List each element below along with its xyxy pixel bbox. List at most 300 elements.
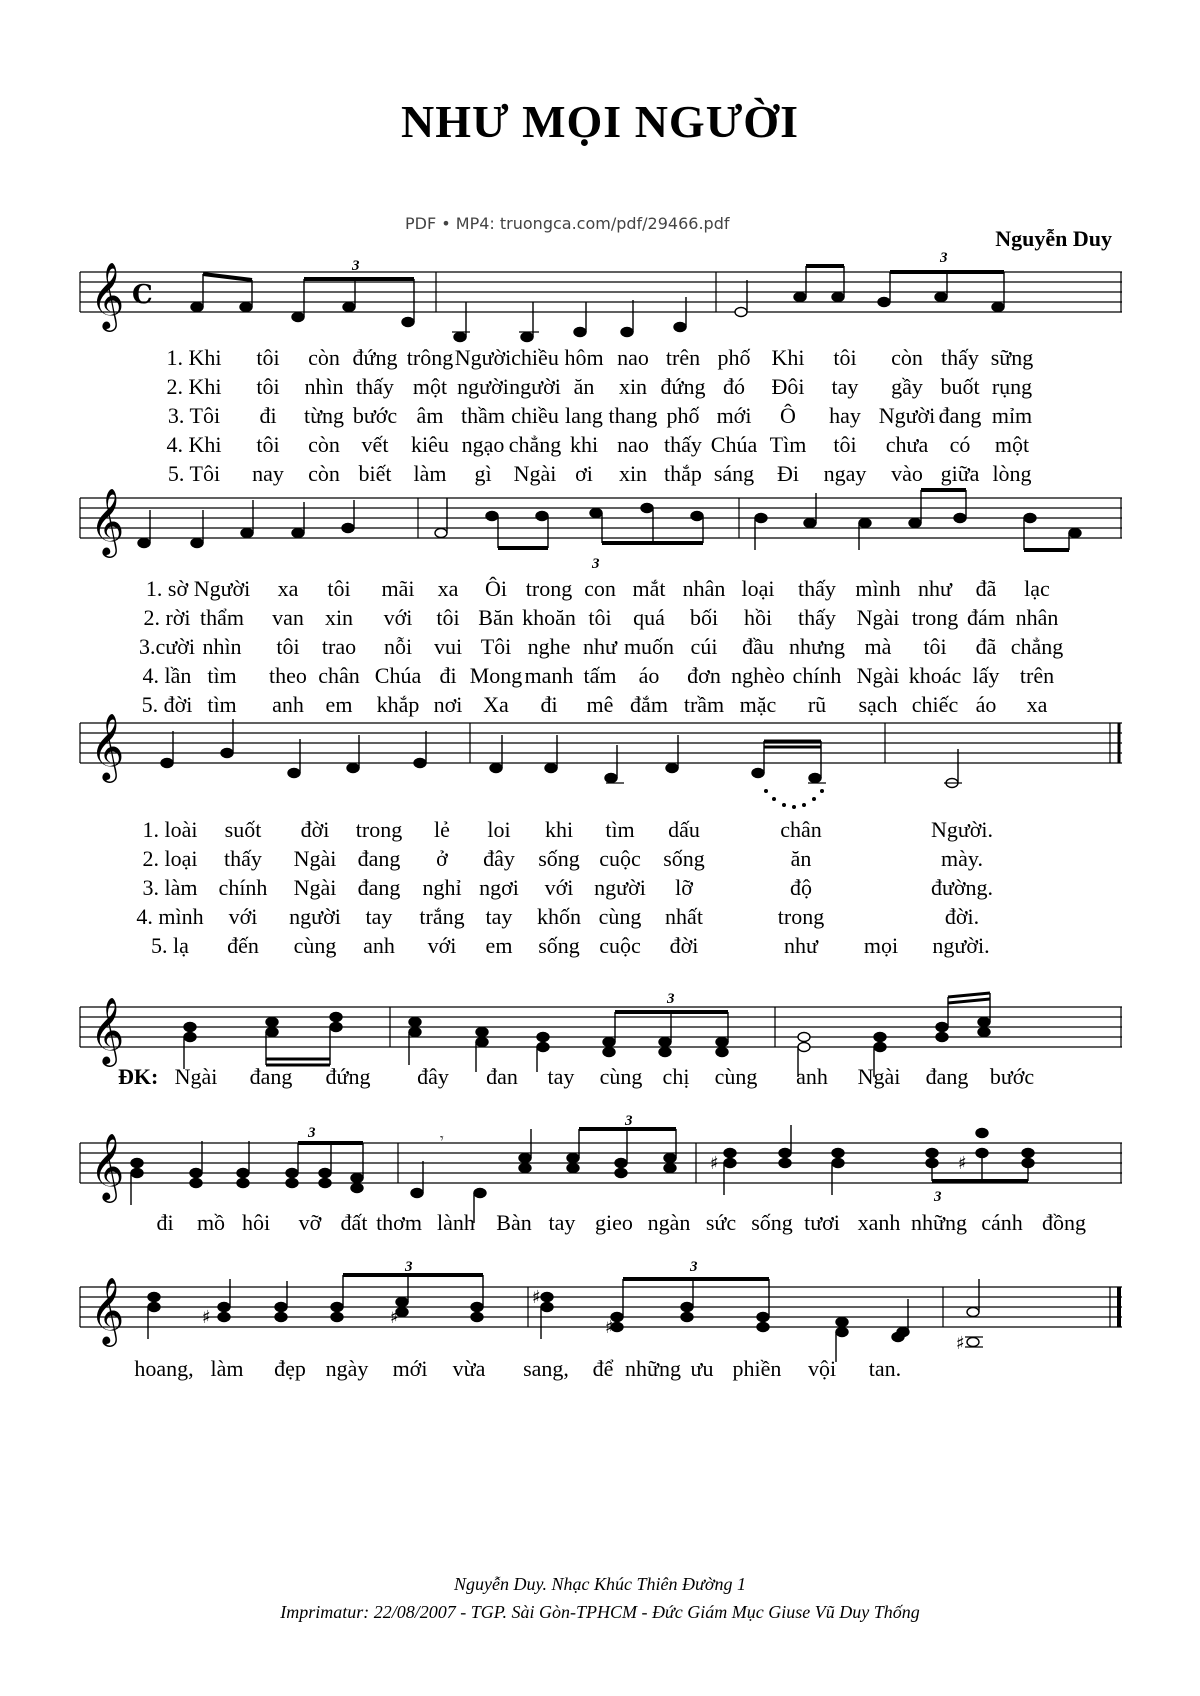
lyric-word: chẳng bbox=[508, 432, 562, 457]
lyric-line bbox=[0, 374, 1200, 400]
lyric-word: tôi bbox=[588, 605, 612, 630]
lyric-word: đời. bbox=[944, 904, 980, 929]
staff-2-notation bbox=[80, 488, 1122, 588]
lyric-word: nghe bbox=[527, 634, 571, 659]
staff-system-3 bbox=[80, 713, 1122, 813]
lyric-word: tôi bbox=[256, 432, 280, 457]
lyric-word: nỗi bbox=[383, 634, 413, 659]
lyric-word: Mong bbox=[469, 663, 523, 688]
lyric-word: chân bbox=[780, 817, 822, 842]
lyric-word: thắp bbox=[664, 461, 702, 486]
lyric-word: Đôi bbox=[771, 374, 805, 399]
lyric-word: tay bbox=[831, 374, 859, 399]
lyric-word: đẹp bbox=[274, 1356, 306, 1381]
lyric-word: thầm bbox=[461, 403, 505, 428]
lyric-word: hoang, bbox=[134, 1356, 194, 1381]
lyric-word: ơi bbox=[575, 461, 593, 486]
lyric-word: trầm bbox=[683, 692, 725, 717]
triplet-mark: 3 bbox=[352, 258, 360, 274]
lyric-word: đã bbox=[975, 634, 997, 659]
lyric-word: mới bbox=[716, 403, 752, 428]
lyric-word: với bbox=[427, 933, 457, 958]
sharp-icon: ♯ bbox=[956, 1333, 965, 1354]
lyric-word: nhìn bbox=[304, 374, 344, 399]
lyric-word: thang bbox=[608, 403, 658, 428]
lyric-word: hôi bbox=[241, 1210, 271, 1235]
lyric-word: chính bbox=[792, 663, 842, 688]
lyric-word: thơm bbox=[376, 1210, 422, 1235]
lyric-word: nhất bbox=[665, 904, 703, 929]
triplet-mark: 3 bbox=[667, 991, 675, 1007]
lyric-word: cuộc bbox=[599, 846, 641, 871]
lyric-word: trong bbox=[355, 817, 403, 842]
lyric-word: lành bbox=[437, 1210, 475, 1235]
lyric-word: trong bbox=[911, 605, 959, 630]
treble-clef-icon: 𝄞 bbox=[90, 996, 125, 1064]
lyric-word: khi bbox=[544, 817, 574, 842]
lyric-word: loi bbox=[487, 817, 511, 842]
lyric-word: còn bbox=[891, 345, 923, 370]
lyric-word: những bbox=[625, 1356, 681, 1381]
lyric-line bbox=[0, 904, 1200, 930]
lyric-word: sạch bbox=[858, 692, 898, 717]
lyric-word: Xa bbox=[483, 692, 509, 717]
lyric-word: xin bbox=[618, 374, 648, 399]
lyric-word: đất bbox=[340, 1210, 368, 1235]
footer-source: Nguyễn Duy. Nhạc Khúc Thiên Đường 1 bbox=[454, 1574, 746, 1594]
lyric-word: tay bbox=[547, 1064, 575, 1089]
lyric-word: 1. Khi bbox=[166, 345, 222, 370]
lyric-word: mọi bbox=[863, 933, 899, 958]
lyric-word: một bbox=[994, 432, 1030, 457]
lyric-word: hồi bbox=[743, 605, 773, 630]
staff-system-2 bbox=[80, 488, 1122, 588]
triplet-mark: 3 bbox=[592, 556, 600, 572]
lyric-word: xa bbox=[277, 576, 299, 601]
lyric-word: trong bbox=[777, 904, 825, 929]
lyric-word: Ngài bbox=[856, 663, 900, 688]
lyric-word: anh bbox=[363, 933, 395, 958]
lyric-word: sống bbox=[751, 1210, 793, 1235]
lyric-word: tôi bbox=[327, 576, 351, 601]
lyric-word: với bbox=[228, 904, 258, 929]
lyric-word: đơn bbox=[687, 663, 721, 688]
lyric-word: 1. sờ bbox=[145, 576, 189, 601]
lyric-word: tìm bbox=[207, 663, 237, 688]
lyric-word: khoăn bbox=[522, 605, 576, 630]
lyric-line bbox=[0, 1210, 1200, 1236]
lyric-word: nao bbox=[617, 345, 649, 370]
lyric-word: chiều bbox=[511, 345, 559, 370]
lyric-word: 3. Tôi bbox=[167, 403, 221, 428]
lyric-word: ngơi bbox=[479, 875, 519, 900]
lyric-line bbox=[0, 576, 1200, 602]
lyric-word: 5. Tôi bbox=[167, 461, 221, 486]
lyric-word: trao bbox=[321, 634, 357, 659]
lyric-word: xa bbox=[1026, 692, 1048, 717]
lyric-word: lạc bbox=[1024, 576, 1050, 601]
time-signature: C bbox=[132, 280, 153, 310]
lyric-word: thẩm bbox=[200, 605, 244, 630]
lyric-word: tìm bbox=[207, 692, 237, 717]
lyric-word: đang bbox=[357, 875, 401, 900]
lyric-word: 2. Khi bbox=[166, 374, 222, 399]
slur-dots bbox=[764, 789, 824, 809]
lyric-word: ngạo bbox=[461, 432, 505, 457]
lyric-word: xin bbox=[324, 605, 354, 630]
triplet-mark: 3 bbox=[690, 1259, 698, 1275]
lyric-word: với bbox=[544, 875, 574, 900]
triplet-mark: 3 bbox=[625, 1113, 633, 1129]
lyric-word: chẳng bbox=[1010, 634, 1064, 659]
lyric-word: tôi bbox=[833, 345, 857, 370]
lyric-word: mày. bbox=[941, 846, 983, 871]
source-link[interactable]: PDF • MP4: truongca.com/pdf/29466.pdf bbox=[405, 214, 730, 233]
lyric-word: 5. lạ bbox=[151, 933, 189, 958]
triplet-mark: 3 bbox=[405, 1259, 413, 1275]
lyric-word: trắng bbox=[419, 904, 465, 929]
lyric-word: trông bbox=[406, 345, 454, 370]
lyric-word: cùng bbox=[598, 904, 642, 929]
lyric-line bbox=[0, 663, 1200, 689]
lyric-word: manh bbox=[524, 663, 574, 688]
lyric-word: thấy bbox=[224, 846, 262, 871]
lyric-word: van bbox=[272, 605, 304, 630]
lyric-word: sang, bbox=[523, 1356, 569, 1381]
lyric-word: đồng bbox=[1042, 1210, 1086, 1235]
lyric-word: tan. bbox=[868, 1356, 902, 1381]
lyric-word: em bbox=[325, 692, 353, 717]
lyric-word: gầy bbox=[891, 374, 923, 399]
lyric-word: lẻ bbox=[434, 817, 450, 842]
lyric-word: chưa bbox=[885, 432, 929, 457]
lyric-word: áo bbox=[975, 692, 997, 717]
treble-clef-icon: 𝄞 bbox=[90, 1276, 125, 1344]
lyric-word: dấu bbox=[668, 817, 700, 842]
lyric-word: đây bbox=[417, 1064, 449, 1089]
lyric-word: khi bbox=[569, 432, 599, 457]
lyric-word: lang bbox=[565, 403, 603, 428]
composer-name: Nguyễn Duy bbox=[995, 226, 1112, 251]
lyric-word: tươi bbox=[804, 1210, 840, 1235]
lyric-line bbox=[0, 403, 1200, 429]
lyric-word: thấy bbox=[941, 345, 979, 370]
lyric-word: đắm bbox=[630, 692, 668, 717]
lyric-line bbox=[0, 817, 1200, 843]
lyric-word: người bbox=[289, 904, 341, 929]
lyric-word: đang bbox=[249, 1064, 293, 1089]
lyric-word: muốn bbox=[623, 634, 675, 659]
lyric-word: đó bbox=[723, 374, 745, 399]
lyric-word: đầu bbox=[742, 634, 774, 659]
lyric-word: vỡ bbox=[298, 1210, 322, 1235]
lyric-word: một bbox=[412, 374, 448, 399]
lyric-word: nghỉ bbox=[422, 875, 462, 900]
lyric-word: tôi bbox=[923, 634, 947, 659]
lyric-word: giữa bbox=[940, 461, 980, 486]
lyric-word: tay bbox=[548, 1210, 576, 1235]
lyric-word: Tôi bbox=[480, 634, 512, 659]
lyric-word: ngàn bbox=[647, 1210, 691, 1235]
lyric-word: xa bbox=[437, 576, 459, 601]
lyric-word: gieo bbox=[595, 1210, 633, 1235]
lyric-word: nhân bbox=[1015, 605, 1059, 630]
lyric-word: ăn bbox=[573, 374, 595, 399]
lyric-word: Khi bbox=[771, 345, 805, 370]
lyric-line bbox=[0, 345, 1200, 371]
lyric-word: tấm bbox=[583, 663, 617, 688]
lyric-line bbox=[0, 634, 1200, 660]
lyric-word: trên bbox=[665, 345, 701, 370]
lyric-word: vết bbox=[361, 432, 389, 457]
lyric-word: sững bbox=[990, 345, 1034, 370]
lyric-word: 5. đời bbox=[141, 692, 193, 717]
lyric-word: như bbox=[784, 933, 818, 958]
footer-imprimatur: Imprimatur: 22/08/2007 - TGP. Sài Gòn-TPHCM - Đức Giám Mục Giuse Vũ Duy Thống bbox=[280, 1602, 920, 1622]
lyric-word: phố bbox=[717, 345, 751, 370]
lyric-word: đang bbox=[925, 1064, 969, 1089]
lyric-word: gì bbox=[474, 461, 492, 486]
treble-clef-icon: 𝄞 bbox=[90, 712, 125, 780]
sharp-icon: ♯ bbox=[958, 1153, 967, 1174]
lyric-word: còn bbox=[308, 345, 340, 370]
lyric-word: khắp bbox=[376, 692, 420, 717]
lyric-word: mỉm bbox=[991, 403, 1033, 428]
lyric-word: 4. lần bbox=[142, 663, 192, 688]
lyric-word: chiều bbox=[511, 403, 559, 428]
lyric-word: anh bbox=[272, 692, 304, 717]
page-footer bbox=[0, 1570, 1200, 1626]
sharp-icon: ♯ bbox=[710, 1153, 719, 1174]
lyric-word: chị bbox=[662, 1064, 690, 1089]
lyric-word: ăn bbox=[790, 846, 812, 871]
lyric-word: mãi bbox=[381, 576, 415, 601]
lyric-word: người bbox=[594, 875, 646, 900]
lyric-word: nơi bbox=[433, 692, 463, 717]
lyric-word: người bbox=[509, 374, 561, 399]
lyric-word: nao bbox=[617, 432, 649, 457]
lyric-word: độ bbox=[790, 875, 812, 900]
lyric-word: phố bbox=[666, 403, 700, 428]
lyric-word: đan bbox=[486, 1064, 518, 1089]
lyric-word: kiêu bbox=[411, 432, 449, 457]
lyric-line bbox=[0, 692, 1200, 718]
lyric-word: đám bbox=[967, 605, 1005, 630]
lyric-word: khốn bbox=[537, 904, 581, 929]
lyric-word: đời bbox=[669, 933, 699, 958]
lyric-word: trong bbox=[525, 576, 573, 601]
lyric-word: đến bbox=[227, 933, 259, 958]
lyric-word: loại bbox=[741, 576, 775, 601]
triplet-mark: 3 bbox=[934, 1189, 942, 1205]
lyric-word: làm bbox=[210, 1356, 244, 1381]
lyric-word: Bàn bbox=[496, 1210, 532, 1235]
lyric-word: Chúa bbox=[710, 432, 758, 457]
lyric-word: trên bbox=[1019, 663, 1055, 688]
triplet-mark: 3 bbox=[308, 1125, 316, 1141]
lyric-word: 2. rời bbox=[143, 605, 191, 630]
lyric-word: biết bbox=[358, 461, 392, 486]
lyric-word: Ngài bbox=[857, 1064, 901, 1089]
lyric-word: 3. làm bbox=[142, 875, 198, 900]
lyric-word: Người. bbox=[930, 817, 994, 842]
lyric-word: từng bbox=[303, 403, 345, 428]
treble-clef-icon: 𝄞 bbox=[90, 1132, 125, 1200]
lyric-word: Chúa bbox=[374, 663, 422, 688]
lyric-word: hay bbox=[829, 403, 861, 428]
lyric-word: Ngài bbox=[856, 605, 900, 630]
lyric-word: em bbox=[485, 933, 513, 958]
lyric-word: đi bbox=[259, 403, 277, 428]
lyric-word: sáng bbox=[713, 461, 755, 486]
lyric-line bbox=[0, 605, 1200, 631]
lyric-word: ở bbox=[436, 846, 448, 871]
lyric-word: làm bbox=[413, 461, 447, 486]
rest-icon: 𝄾 bbox=[440, 1132, 444, 1147]
lyric-word: rũ bbox=[807, 692, 827, 717]
lyric-word: tôi bbox=[436, 605, 460, 630]
lyric-word: tôi bbox=[256, 374, 280, 399]
lyric-word: mặc bbox=[739, 692, 777, 717]
lyric-line bbox=[0, 461, 1200, 487]
lyric-word: anh bbox=[796, 1064, 828, 1089]
lyric-word: ngày bbox=[325, 1356, 369, 1381]
lyric-word: người bbox=[457, 374, 509, 399]
lyric-word: mắt bbox=[632, 576, 666, 601]
lyric-word: xin bbox=[618, 461, 648, 486]
lyric-word: đang bbox=[357, 846, 401, 871]
lyric-word: chiếc bbox=[911, 692, 959, 717]
lyric-word: còn bbox=[308, 461, 340, 486]
sharp-icon: ♯ bbox=[605, 1317, 614, 1338]
lyric-word: tay bbox=[485, 904, 513, 929]
lyric-word: Ngài bbox=[293, 875, 337, 900]
lyric-line bbox=[0, 1064, 1200, 1090]
lyric-line bbox=[0, 846, 1200, 872]
lyric-word: đi bbox=[439, 663, 457, 688]
lyric-word: xanh bbox=[857, 1210, 901, 1235]
lyric-word: cùng bbox=[599, 1064, 643, 1089]
lyric-word: đây bbox=[483, 846, 515, 871]
lyric-word: mê bbox=[586, 692, 614, 717]
lyric-word: người. bbox=[932, 933, 990, 958]
sharp-icon: ♯ bbox=[390, 1307, 399, 1328]
lyric-word: Băn bbox=[478, 605, 514, 630]
lyric-word: đời bbox=[300, 817, 330, 842]
lyric-word: chính bbox=[218, 875, 268, 900]
lyric-word: để bbox=[592, 1356, 614, 1381]
lyric-word: mình bbox=[855, 576, 901, 601]
lyric-word: Người bbox=[193, 576, 251, 601]
lyric-word: theo bbox=[269, 663, 307, 688]
lyric-word: sức bbox=[705, 1210, 737, 1235]
lyric-word: 4. Khi bbox=[166, 432, 222, 457]
lyric-word: lòng bbox=[992, 461, 1032, 486]
lyric-word: đứng bbox=[352, 345, 398, 370]
lyric-word: sống bbox=[538, 933, 580, 958]
lyric-word: quá bbox=[633, 605, 665, 630]
lyric-word: như bbox=[918, 576, 952, 601]
lyric-word: cùng bbox=[293, 933, 337, 958]
lyric-word: bước bbox=[352, 403, 398, 428]
refrain-label: ĐK: bbox=[118, 1064, 159, 1089]
lyric-word: chân bbox=[318, 663, 360, 688]
lyric-word: bối bbox=[689, 605, 719, 630]
lyric-word: Ngài bbox=[174, 1064, 218, 1089]
lyric-line bbox=[0, 875, 1200, 901]
lyric-word: còn bbox=[308, 432, 340, 457]
lyric-word: cúi bbox=[690, 634, 718, 659]
lyric-line bbox=[0, 1356, 1200, 1382]
lyric-word: áo bbox=[638, 663, 660, 688]
lyric-word: tôi bbox=[256, 345, 280, 370]
lyric-word: tay bbox=[365, 904, 393, 929]
lyric-word: thấy bbox=[798, 605, 836, 630]
lyric-word: sống bbox=[538, 846, 580, 871]
lyric-word: hôm bbox=[564, 345, 604, 370]
lyric-word: đã bbox=[975, 576, 997, 601]
lyric-word: 4. mình bbox=[136, 904, 204, 929]
staff-3-notation bbox=[80, 713, 1122, 823]
lyric-word: buốt bbox=[940, 374, 980, 399]
lyric-word: nhân bbox=[682, 576, 726, 601]
lyric-word: Ngài bbox=[513, 461, 557, 486]
lyric-word: cuộc bbox=[599, 933, 641, 958]
treble-clef-icon: 𝄞 bbox=[90, 261, 125, 329]
lyric-word: khoác bbox=[908, 663, 962, 688]
sharp-icon: ♯ bbox=[202, 1307, 211, 1328]
lyric-word: nghèo bbox=[731, 663, 785, 688]
lyric-word: Người bbox=[878, 403, 936, 428]
lyric-word: suốt bbox=[224, 817, 262, 842]
lyric-word: lỡ bbox=[675, 875, 693, 900]
lyric-word: với bbox=[383, 605, 413, 630]
lyric-word: nay bbox=[252, 461, 284, 486]
lyric-word: Người bbox=[454, 345, 512, 370]
lyric-word: phiền bbox=[732, 1356, 782, 1381]
lyric-word: con bbox=[584, 576, 616, 601]
lyric-word: cánh bbox=[981, 1210, 1023, 1235]
lyric-word: ưu bbox=[690, 1356, 714, 1381]
lyric-word: tôi bbox=[276, 634, 300, 659]
lyric-word: 3.cười bbox=[139, 634, 195, 659]
lyric-word: mới bbox=[392, 1356, 428, 1381]
lyric-word: vào bbox=[891, 461, 923, 486]
lyric-line bbox=[0, 933, 1200, 959]
lyric-word: Ôi bbox=[485, 576, 507, 601]
lyric-word: âm bbox=[416, 403, 444, 428]
lyric-word: Ô bbox=[780, 403, 796, 428]
lyric-word: vội bbox=[807, 1356, 837, 1381]
treble-clef-icon: 𝄞 bbox=[90, 487, 125, 555]
song-title: NHƯ MỌI NGƯỜI bbox=[400, 96, 799, 147]
lyric-word: rụng bbox=[991, 374, 1033, 399]
lyric-word: Tìm bbox=[769, 432, 807, 457]
lyric-word: vui bbox=[433, 634, 463, 659]
lyric-word: Đi bbox=[777, 461, 799, 486]
lyric-word: lấy bbox=[972, 663, 1000, 688]
sharp-icon: ♯ bbox=[532, 1287, 541, 1308]
lyric-word: đi bbox=[540, 692, 558, 717]
lyric-word: mồ bbox=[196, 1210, 226, 1235]
lyric-word: có bbox=[949, 432, 971, 457]
lyric-word: bước bbox=[989, 1064, 1035, 1089]
lyric-word: đường. bbox=[930, 875, 994, 900]
lyric-word: mà bbox=[864, 634, 892, 659]
lyric-word: nhìn bbox=[202, 634, 242, 659]
lyric-word: nhưng bbox=[789, 634, 845, 659]
lyric-word: đang bbox=[938, 403, 982, 428]
